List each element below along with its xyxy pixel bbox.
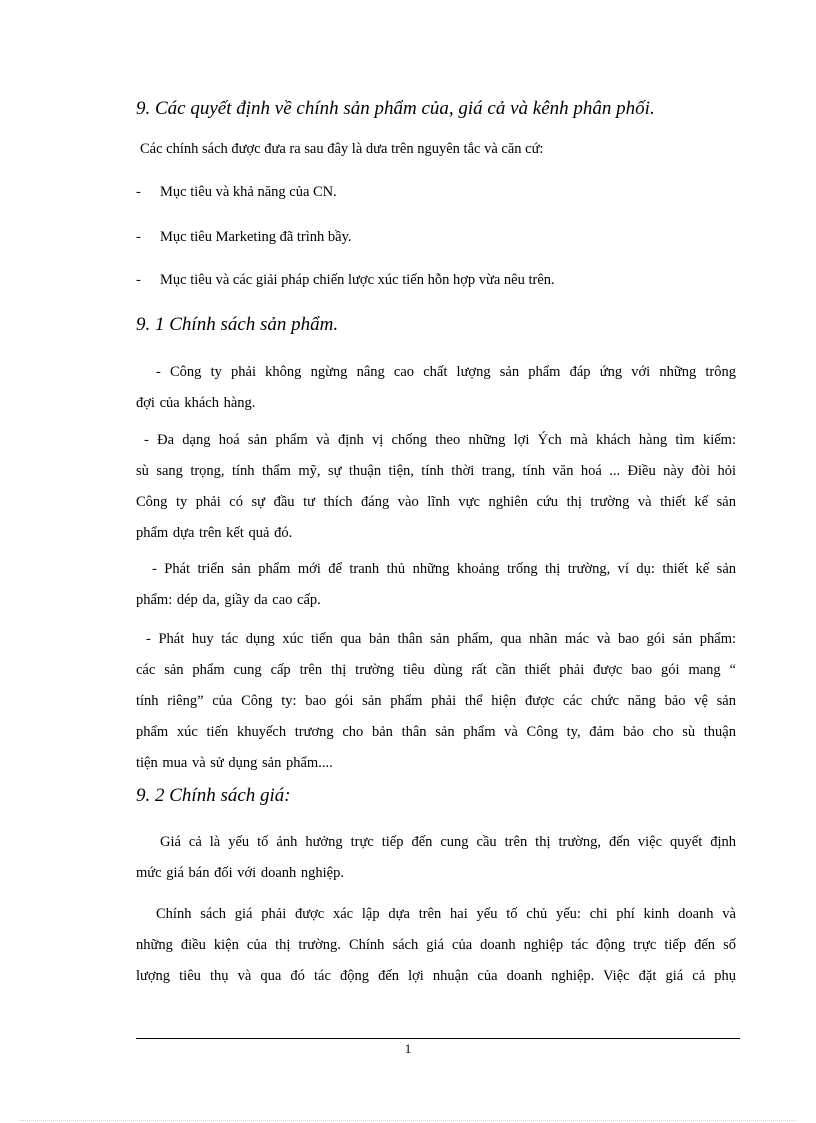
page-bottom-border — [20, 1120, 796, 1121]
bullet-item — [136, 184, 337, 201]
text-line: Chính sách giá phải được xác lập dựa trên hai yếu tố chủ yếu: chi phí kinh doanh và — [156, 906, 736, 922]
text-line: - Công ty phải không ngừng nâng cao chất lượng sản phẩm đáp ứng với những trông — [156, 364, 736, 380]
text-line: - Phát triển sản phẩm mới để tranh thủ những khoảng trống thị trường, ví dụ: thiết kế sản — [152, 561, 736, 577]
text-line: phẩm xúc tiến khuyếch trương cho bản thân sản phẩm và Công ty, đảm bảo cho sù thuận — [136, 724, 736, 740]
paragraph-new-product — [136, 554, 736, 616]
bullet-text: Mục tiêu và các giải pháp chiến lược xúc tiến hỗn hợp vừa nêu trên. — [160, 272, 555, 288]
page-number: 1 — [404, 1041, 412, 1056]
text-line: những điều kiện của thị trường. Chính sách giá của doanh nghiệp tác động trực tiếp đến số — [136, 937, 736, 953]
paragraph-price-policy — [136, 899, 736, 992]
section-heading-9-1: 9. 1 Chính sách sản phẩm. — [136, 314, 339, 335]
text-line: Công ty phải có sự đầu tư thích đáng vào lĩnh vực nghiên cứu thị trường và thiết kế sản — [136, 494, 736, 510]
text-line: phẩm dựa trên kết quả đó. — [136, 525, 293, 541]
text-line: lượng tiêu thụ và qua đó tác động đến lợi nhuận của doanh nghiệp. Việc đặt giá cả phụ — [136, 968, 736, 984]
bullet-text: Mục tiêu Marketing đã trình bầy. — [160, 229, 352, 245]
text-line: - Đa dạng hoá sản phẩm và định vị chống theo những lợi Ých mà khách hàng tìm kiếm: — [144, 432, 736, 448]
bullet-marker: - — [136, 229, 141, 245]
bullet-marker: - — [136, 272, 141, 288]
paragraph-packaging — [136, 624, 736, 779]
text-line: tiện mua và sử dụng sản phẩm.... — [136, 755, 333, 771]
text-line: tính riêng” của Công ty: bao gói sản phẩm phải thể hiện được các chức năng bảo vệ sản — [136, 693, 736, 709]
text-line: - Phát huy tác dụng xúc tiến qua bản thân sản phẩm, qua nhãn mác và bao gói sản phẩm: — [146, 631, 736, 647]
text-line: các sản phẩm cung cấp trên thị trường tiêu dùng rất cần thiết phải được bao gói mang “ — [136, 662, 736, 678]
bullet-item — [136, 229, 352, 246]
section-heading-9-2: 9. 2 Chính sách giá: — [136, 785, 291, 806]
intro-paragraph: Các chính sách được đưa ra sau đây là dưa trên nguyên tắc và căn cứ: — [140, 141, 544, 157]
paragraph-product-diversification — [136, 425, 736, 549]
text-line: phẩm: dép da, giầy da cao cấp. — [136, 592, 321, 608]
bullet-marker: - — [136, 184, 141, 200]
footer-rule — [136, 1038, 740, 1039]
text-line: đợi của khách hàng. — [136, 395, 256, 411]
bullet-item — [136, 272, 555, 289]
section-heading-9: 9. Các quyết định về chính sản phẩm của, giá cả và kênh phân phối. — [136, 98, 655, 119]
paragraph-price-factor — [136, 827, 736, 889]
text-line: sù sang trọng, tính thẩm mỹ, sự thuận tiện, tính thời trang, tính văn hoá ... Điều này đòi hỏi — [136, 463, 736, 479]
bullet-text: Mục tiêu và khả năng của CN. — [160, 184, 337, 200]
text-line: Giá cả là yếu tố ảnh hưởng trực tiếp đến cung cầu trên thị trường, đến việc quyết định — [160, 834, 736, 850]
paragraph-product-quality — [136, 357, 736, 419]
text-line: mức giá bán đối với doanh nghiệp. — [136, 865, 344, 881]
